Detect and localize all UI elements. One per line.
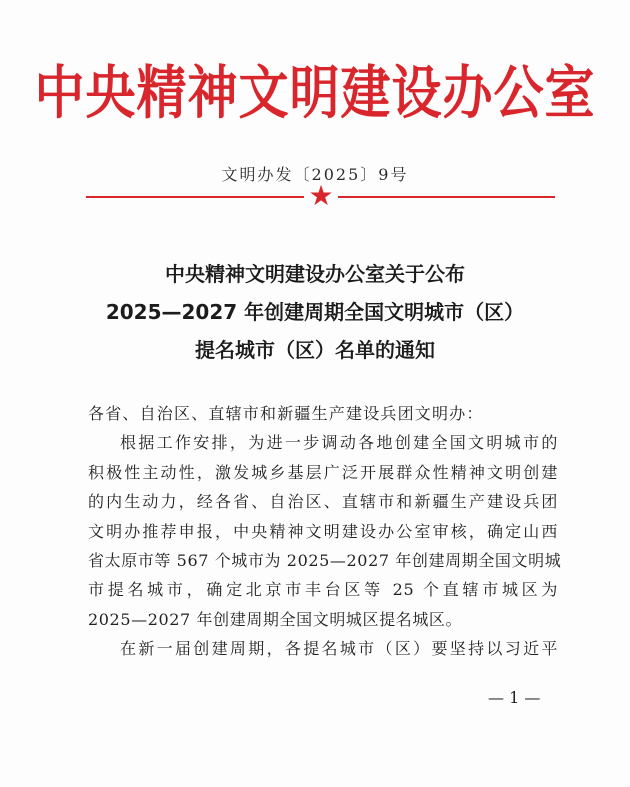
paragraph-line: 的内生动力，经各省、自治区、直辖市和新疆生产建设兵团 [88,492,558,512]
paragraph-line: 在新一届创建周期，各提名城市（区）要坚持以习近平 [120,639,558,659]
paragraph-line: 2025—2027 年创建周期全国文明城区提名城区。 [88,609,463,629]
red-divider-left [86,196,304,198]
title-line-1: 中央精神文明建设办公室关于公布 [165,262,465,286]
salutation: 各省、自治区、直辖市和新疆生产建设兵团文明办： [88,404,484,423]
paragraph-line: 积极性主动性，激发城乡基层广泛开展群众性精神文明创建 [88,462,558,482]
page-number: — 1 — [488,688,541,707]
title-line-3: 提名城市（区）名单的通知 [195,338,435,362]
star-icon: ★ [308,179,334,212]
masthead-title: 中央精神文明建设办公室 [34,59,596,127]
red-divider-right [338,196,555,198]
notice-title [40,255,590,369]
title-line-2: 2025—2027 年创建周期全国文明城市（区） [105,300,525,324]
document-body [88,399,562,664]
paragraph-line: 省太原市等 567 个城市为 2025—2027 年创建周期全国文明城 [88,551,562,571]
paragraph-line: 文明办推荐申报，中央精神文明建设办公室审核，确定山西 [88,521,558,541]
paragraph-line: 根据工作安排，为进一步调动各地创建全国文明城市的 [120,433,558,453]
document-number: 文明办发〔2025〕9号 [221,165,409,184]
paragraph-line: 市提名城市，确定北京市丰台区等 25 个直辖市城区为 [88,580,558,600]
